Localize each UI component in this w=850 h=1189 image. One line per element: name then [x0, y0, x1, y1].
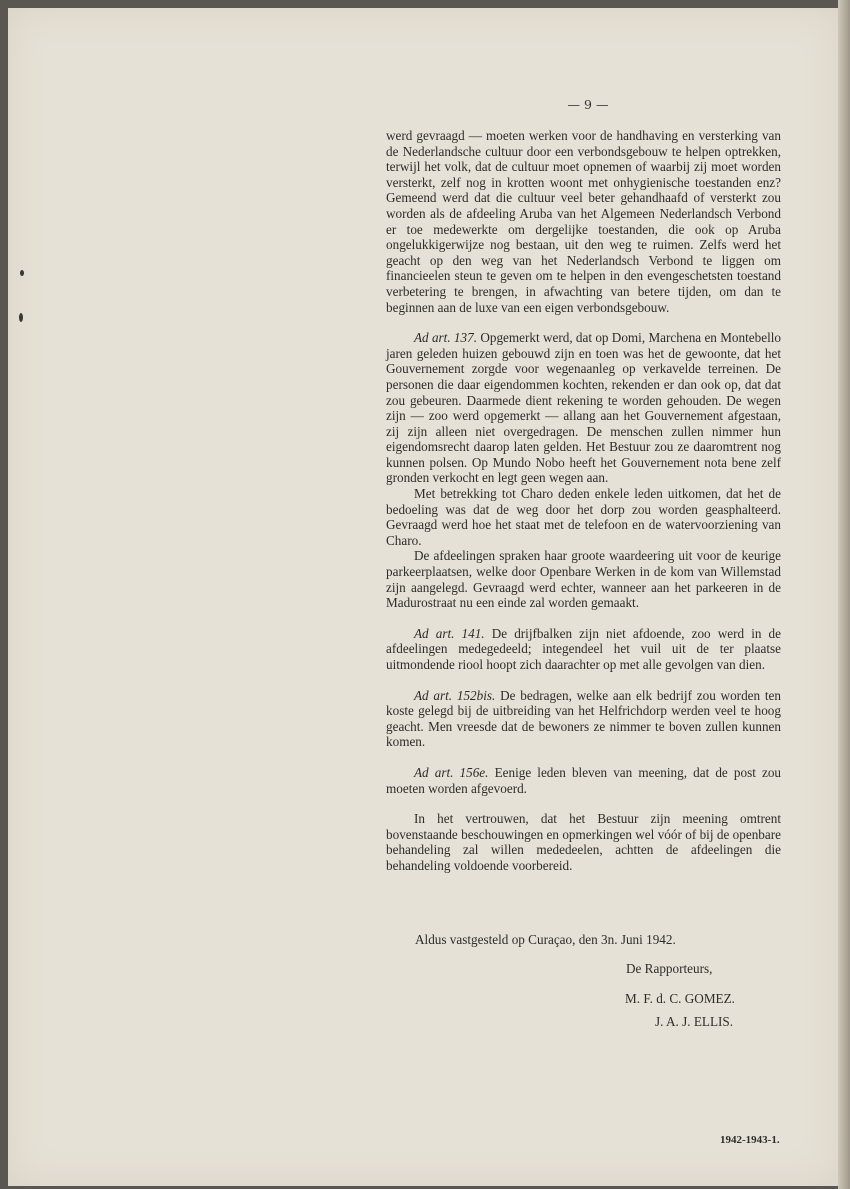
ink-speck — [20, 270, 24, 276]
signature-name-1: M. F. d. C. GOMEZ. — [625, 991, 735, 1006]
signature-heading: De Rapporteurs, — [626, 961, 713, 976]
footer-reference: 1942-1943-1. — [720, 1134, 780, 1146]
art152bis-text: De bedragen, welke aan elk bedrijf zou worden ten koste gelegd bij de uitbreiding van het Helfrichdorp werden veel te hoog geacht. Men vreesde dat de bewoners ze nimmer te boven zullen kunnen komen. — [386, 687, 781, 750]
closing-paragraph: In het vertrouwen, dat het Bestuur zijn meening omtrent bovenstaande beschouwingen en opmerkingen wel vóór of bij de openbare behandeling zal willen mededeelen, achtten de afdeelingen die behandeling voldoende voorbereid. — [386, 811, 781, 873]
art137-paragraph — [386, 330, 781, 486]
art152bis-paragraph — [386, 688, 781, 750]
page-number: — 9 — — [567, 97, 609, 112]
art137-text: Opgemerkt werd, dat op Domi, Marchena en Montebello jaren geleden huizen gebouwd zijn en toen was het de gewoonte, dat het Gouvernement zorgde voor wegenaanleg op verkavelde terreinen. De personen die daar eigendommen kochten, rekenden er dan ook op, dat dat zou gebeuren. Daarmede dient rekening te worden gehouden. De wegen zijn — zoo werd opgemerkt — allang aan het Gouvernement afgestaan, zij zijn alleen niet overgedragen. De menschen zullen nimmer hun eigendomsrecht daarop laten gelden. Het Bestuur zou ze daaromtrent nog kunnen polsen. Op Mundo Nobo heeft het Gouvernement nota bene zelf gronden verkocht en legt geen wegen aan. — [386, 330, 781, 486]
art156e-text: Eenige leden bleven van meening, dat de post zou moeten worden afgevoerd. — [386, 764, 782, 796]
ink-speck — [19, 313, 23, 322]
page-edge — [838, 0, 850, 1189]
body-text — [386, 128, 781, 874]
art137-label: Ad art. 137. — [414, 330, 478, 346]
art141-label: Ad art. 141. — [414, 625, 485, 641]
art141-text: De drijfbalken zijn niet afdoende, zoo werd in de afdeelingen medegedeeld; integendeel het vuil uit de ter plaatse uitmondende riool hoopt zich daarachter op met alle gevolgen van dien. — [386, 625, 782, 672]
signature-name-2: J. A. J. ELLIS. — [655, 1014, 734, 1029]
art156e-paragraph — [386, 765, 781, 796]
dateline: Aldus vastgesteld op Curaçao, den 3n. Juni 1942. — [415, 932, 676, 947]
art152bis-label: Ad art. 152bis. — [414, 687, 496, 703]
art141-paragraph — [386, 626, 781, 673]
art137-paragraph-2: Met betrekking tot Charo deden enkele leden uitkomen, dat het de bedoeling was dat de weg door het dorp zou worden geasphalteerd. Gevraagd werd hoe het staat met de telefoon en de watervoorziening van Charo. — [386, 486, 781, 548]
art137-paragraph-3: De afdeelingen spraken haar groote waardeering uit voor de keurige parkeerplaatsen, welke door Openbare Werken in de kom van Willemstad zijn aangelegd. Gevraagd werd echter, wanneer aan het parkeeren in de Madurostraat nu een einde zal worden gemaakt. — [386, 548, 781, 611]
intro-paragraph: werd gevraagd — moeten werken voor de handhaving en versterking van de Nederlandsche cultuur door een verbondsgebouw te helpen optrekken, terwijl het volk, dat de cultuur moet opnemen of waarbij zij moet worden versterkt, zelf nog in krotten woont met onhygienische toestanden enz? Gemeend werd dat die cultuur veel beter gehandhaafd of versterkt zou worden als de afdeeling Aruba van het Algemeen Nederlandsch Verbond er toe medewerkte om dergelijke toestanden, die ook op Aruba ongelukkigerwijze nog bestaan, uit den weg te ruimen. Zelfs werd het geacht op den weg van het Nederlandsch Verbond te liggen om financieelen steun te geven om te helpen in den evengeschetsten toestand verbetering te brengen, in afwachting van betere tijden, om dan te beginnen aan de luxe van een eigen verbondsgebouw. — [386, 128, 781, 315]
art156e-label: Ad art. 156e. — [414, 764, 489, 780]
